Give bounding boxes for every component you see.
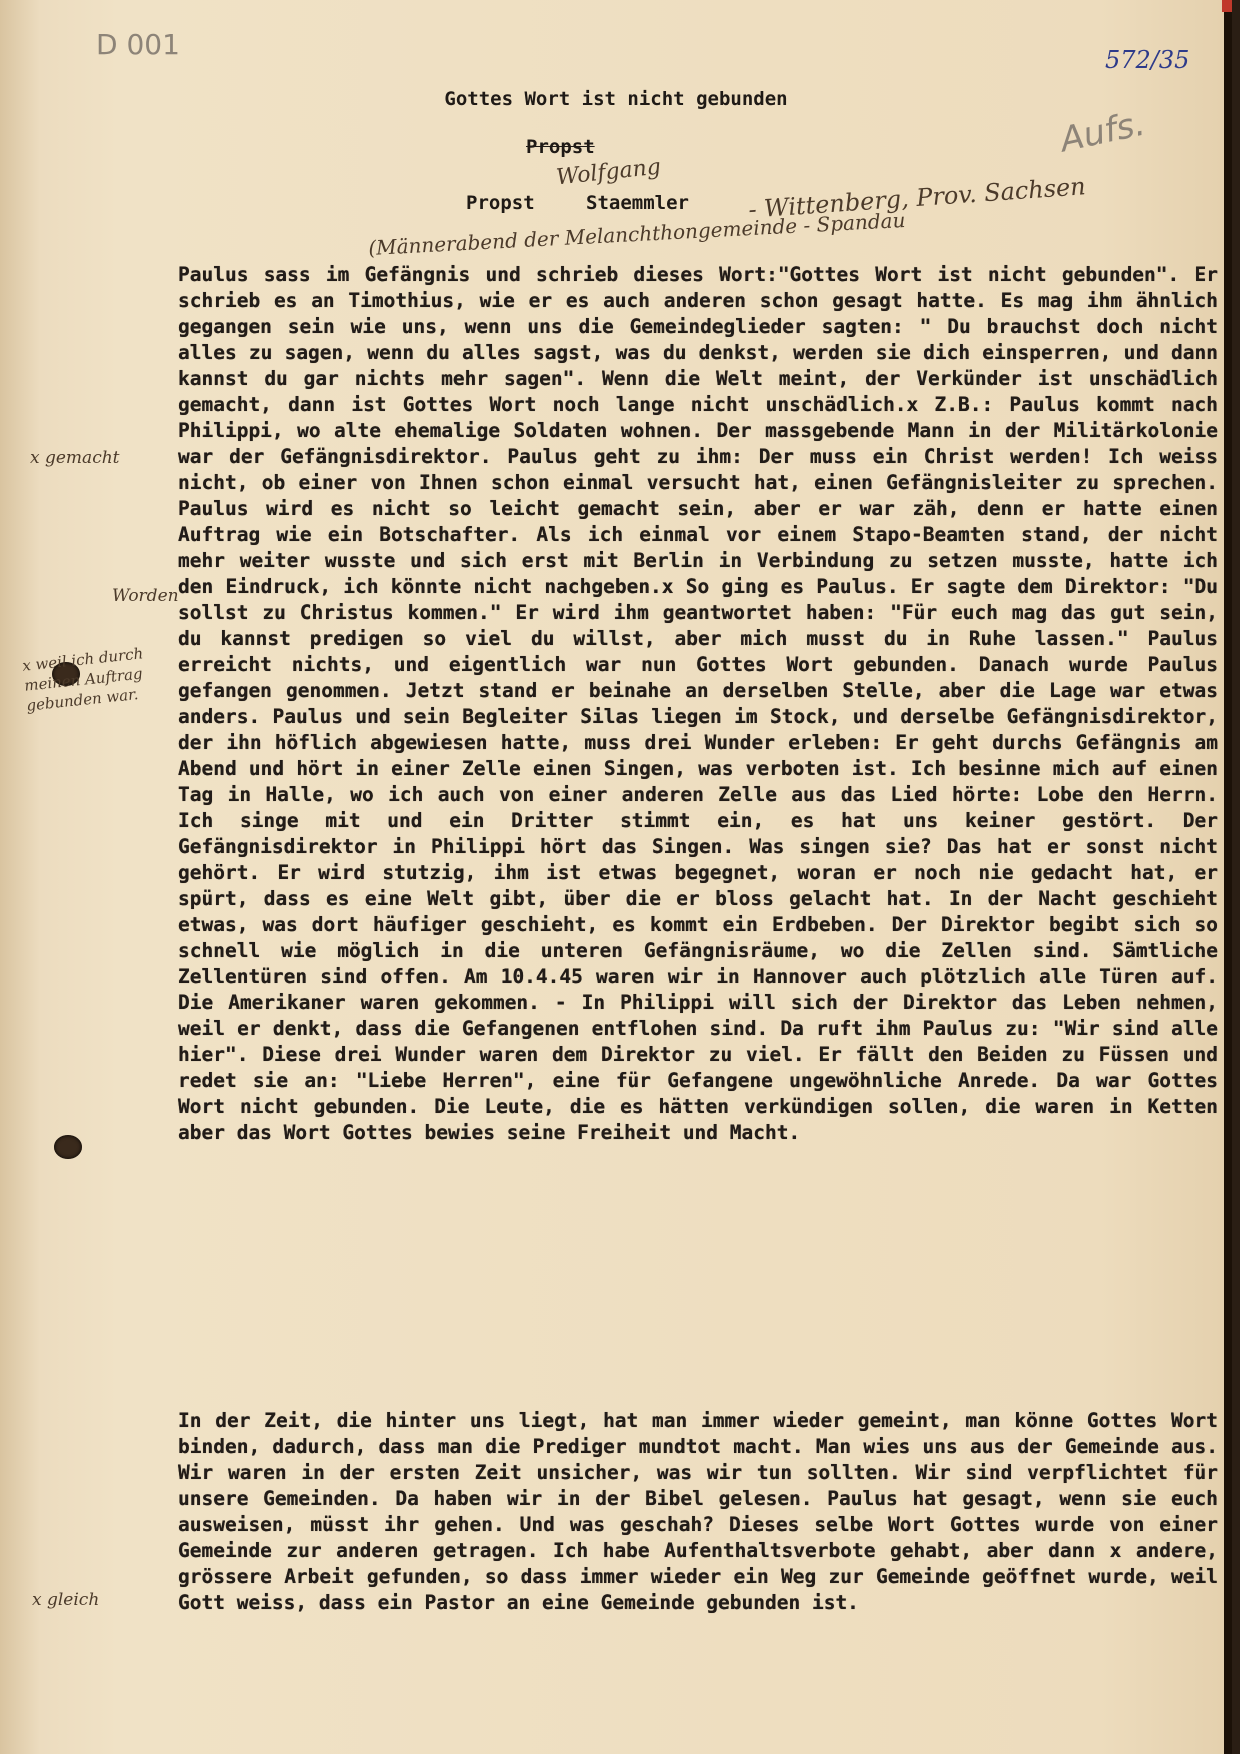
archive-id: D 001 bbox=[96, 28, 180, 61]
margin-note-gemacht: x gemacht bbox=[30, 448, 120, 468]
page-title: Gottes Wort ist nicht gebunden bbox=[444, 88, 788, 110]
author-first-name: Wolfgang bbox=[554, 154, 663, 191]
paragraph-text-2: In der Zeit, die hinter uns liegt, hat man immer wieder gemeint, man könne Gottes Wort binden, dadurch, dass man die Prediger mundtot macht. Man wies uns aus der Gemeinde aus. Wir waren in der ersten Zeit unsicher, was wir tun sollten. Wir sind verpflichtet für unsere Gemeinden. Da haben wir in der Bibel gelesen. Paulus hat gesagt, wenn sie euch ausweisen, müsst ihr gehen. Und was geschah? Dieses selbe Wort Gottes wurde von einer Gemeinde zur anderen getragen. Ich habe Aufenthaltsverbote gehabt, aber dann x andere, grössere Arbeit gefunden, so dass immer wieder ein Weg zur Gemeinde geöffnet wurde, weil Gott weiss, dass ein Pastor an eine Gemeinde gebunden ist. bbox=[178, 1409, 1218, 1614]
margin-note-gleich: x gleich bbox=[32, 1590, 100, 1610]
body-paragraph-1 bbox=[178, 262, 1218, 1146]
author-surname: Staemmler bbox=[586, 192, 689, 214]
margin-note-worden: Worden bbox=[112, 586, 179, 606]
author-location: - Wittenberg, Prov. Sachsen bbox=[747, 172, 1087, 224]
punch-hole-bottom bbox=[54, 1135, 82, 1159]
author-prefix: Propst bbox=[466, 192, 535, 214]
occasion-note: (Männerabend der Melanchthongemeinde - Spandau bbox=[367, 207, 906, 261]
page-edge bbox=[1224, 0, 1232, 1754]
struck-word: Propst bbox=[526, 136, 595, 158]
page-reference: 572/35 bbox=[1105, 46, 1190, 74]
margin-note-auftrag: x weil ich durch meinen Auftrag gebunden war. bbox=[21, 644, 145, 715]
paragraph-text-1: Paulus sass im Gefängnis und schrieb dieses Wort:"Gottes Wort ist nicht gebunden". Er schrieb es an Timothius, wie er es auch anderen schon gesagt hatte. Es mag ihm ähnlich gegangen sein wie uns, wenn uns die Gemeindeglieder sagten: " Du brauchst doch nicht alles zu sagen, wenn du alles sagst, was du denkst, werden sie dich einsperren, und dann kannst du gar nichts mehr sagen". Wenn die Welt meint, der Verkünder ist unschädlich gemacht, dann ist Gottes Wort noch lange nicht unschädlich.x Z.B.: Paulus kommt nach Philippi, wo alte ehemalige Soldaten wohnen. Der massgebende Mann in der Militärkolonie war der Gefängnisdirektor. Paulus geht zu ihm: Der muss ein Christ werden! Ich weiss nicht, ob einer von Ihnen schon einmal versucht hat, einen Gefängnisleiter zu sprechen. Paulus wird es nicht so leicht gemacht sein, aber er war zäh, denn er hatte einen Auftrag wie ein Botschafter. Als ich einmal vor einem Stapo-Beamten stand, der nicht mehr weiter wusste und sich erst mit Berlin in Verbindung zu setzen musste, hatte ich den Eindruck, ich könnte nicht nachgeben.x So ging es Paulus. Er sagte dem Direktor: "Du sollst zu Christus kommen." Er wird ihm geantwortet haben: "Für euch mag das gut sein, du kannst predigen so viel du willst, aber mich musst du in Ruhe lassen." Paulus erreicht nichts, und eigentlich war nun Gottes Wort gebunden. Danach wurde Paulus gefangen genommen. Jetzt stand er beinahe an derselben Stelle, aber die Lage war etwas anders. Paulus und sein Begleiter Silas liegen im Stock, und derselbe Gefängnisdirektor, der ihn höflich abgewiesen hatte, muss drei Wunder erleben: Er geht durchs Gefängnis am Abend und hört in einer Zelle einen Singen, was verboten ist. Ich besinne mich auf einen Tag in Halle, wo ich auch von einer anderen Zelle aus das Lied hörte: Lobe den Herrn. Ich singe mit und ein Dritter stimmt ein, es hat uns keiner gestört. Der Gefängnisdirektor in Philippi hört das Singen. Was singen sie? Das hat er sonst nicht gehört. Er wird stutzig, ihm ist etwas begegnet, woran er noch nie gedacht hat, er spürt, dass es eine Welt gibt, über die er bloss gelacht hat. In der Nacht geschieht etwas, was dort häufiger geschieht, es kommt ein Erdbeben. Der Direktor begibt sich so schnell wie möglich in die unteren Gefängnisräume, wo die Zellen sind. Sämtliche Zellentüren sind offen. Am 10.4.45 waren wir in Hannover auch plötzlich alle Türen auf. Die Amerikaner waren gekommen. - In Philippi will sich der Direktor das Leben nehmen, weil er denkt, dass die Gefangenen entflohen sind. Da ruft ihm Paulus zu: "Wir sind alle hier". Diese drei Wunder waren dem Direktor zu viel. Er fällt den Beiden zu Füssen und redet sie an: "Liebe Herren", eine für Gefangene ungewöhnliche Anrede. Da war Gottes Wort nicht gebunden. Die Leute, die es hätten verkündigen sollen, die waren in Ketten aber das Wort Gottes bewies seine Freiheit und Macht. bbox=[178, 263, 1218, 1144]
red-tab-mark bbox=[1222, 0, 1232, 12]
body-paragraph-2 bbox=[178, 1408, 1218, 1616]
pencil-annotation: Aufs. bbox=[1056, 103, 1149, 161]
